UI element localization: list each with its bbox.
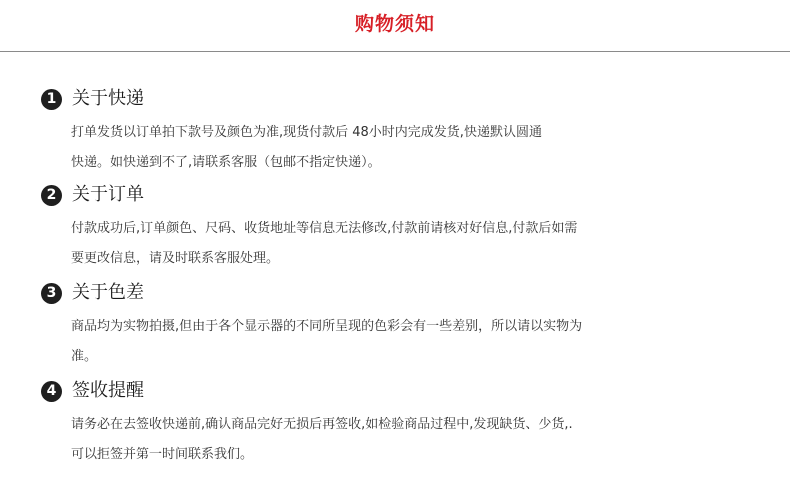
number-badge-icon: 4 [41, 381, 62, 402]
section-body [71, 118, 761, 178]
section-body [71, 410, 761, 470]
section-body [71, 214, 761, 274]
section-order [41, 184, 761, 266]
section-title: 关于快递 [72, 88, 144, 109]
body-line: 快递。如快递到不了,请联系客服（包邮不指定快递）。 [71, 155, 381, 170]
section-heading [41, 282, 761, 306]
header [0, 0, 790, 52]
body-line: 打单发货以订单拍下款号及颜色为准,现货付款后 48小时内完成发货,快递默认圆通 [71, 125, 542, 140]
section-color-difference [41, 282, 761, 364]
section-delivery [41, 88, 761, 170]
section-body [71, 312, 761, 372]
body-line: 准。 [71, 349, 98, 364]
body-line: 付款成功后,订单颜色、尺码、收货地址等信息无法修改,付款前请核对好信息,付款后如需 [71, 221, 578, 236]
number-badge-icon: 2 [41, 185, 62, 206]
section-heading [41, 184, 761, 208]
section-title: 签收提醒 [72, 380, 144, 401]
body-line: 请务必在去签收快递前,确认商品完好无损后再签收,如检验商品过程中,发现缺货、少货,. [71, 417, 573, 432]
section-heading [41, 380, 761, 404]
body-line: 商品均为实物拍摄,但由于各个显示器的不同所呈现的色彩会有一些差别，所以请以实物为 [71, 319, 583, 334]
number-badge-icon: 1 [41, 89, 62, 110]
section-heading [41, 88, 761, 112]
body-line: 可以拒签并第一时间联系我们。 [71, 447, 254, 462]
number-badge-icon: 3 [41, 283, 62, 304]
section-title: 关于色差 [72, 282, 144, 303]
section-title: 关于订单 [72, 184, 144, 205]
body-line: 要更改信息，请及时联系客服处理。 [71, 251, 280, 266]
section-receipt-reminder [41, 380, 761, 462]
page-title: 购物须知 [354, 13, 435, 35]
